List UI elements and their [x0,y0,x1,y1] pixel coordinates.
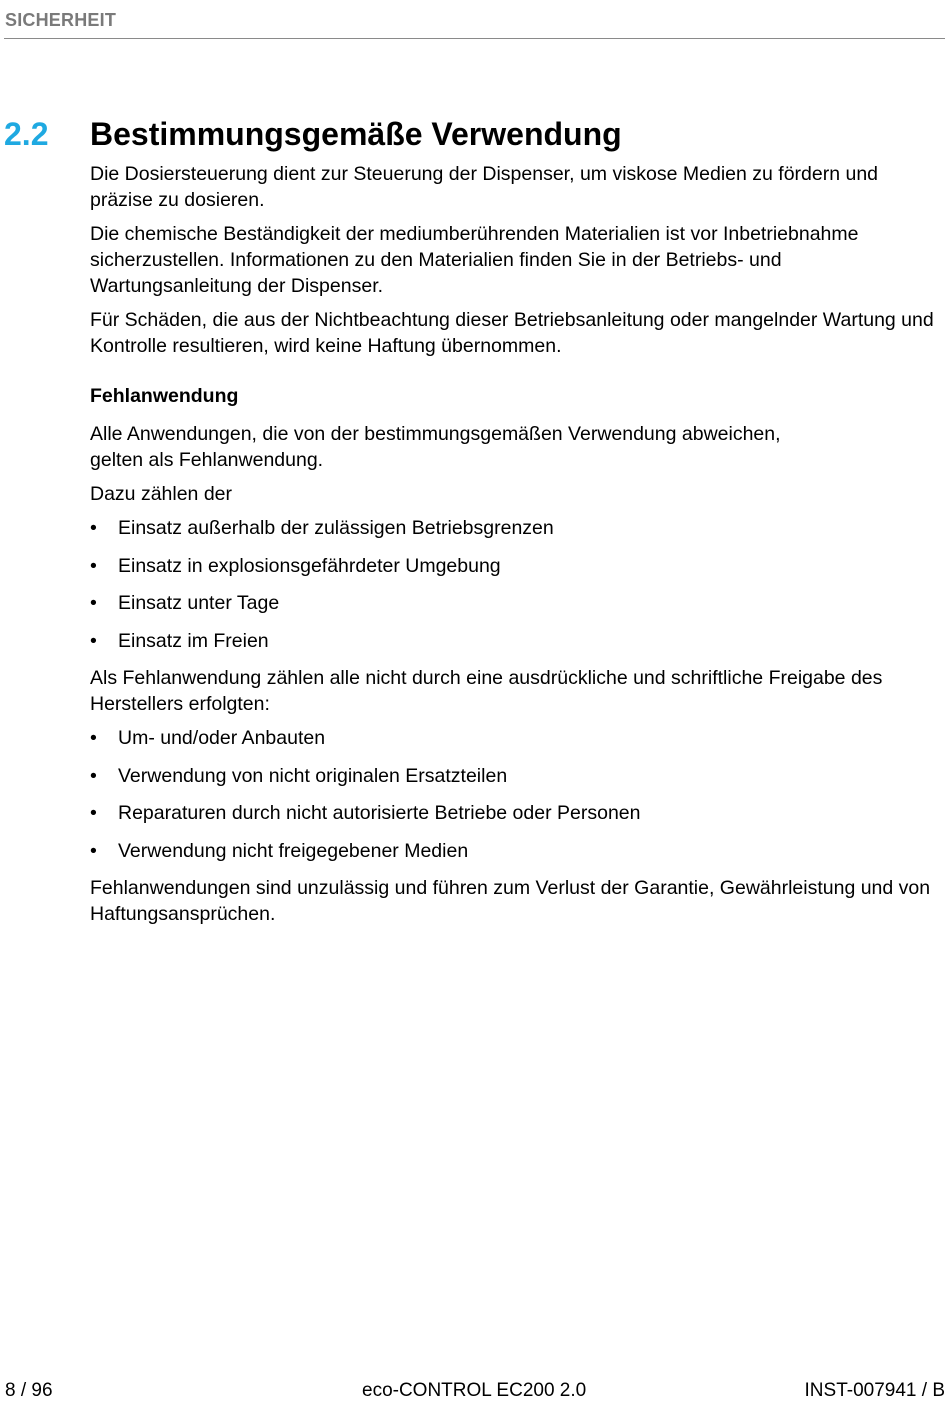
list-item [90,590,945,616]
list-item [90,628,945,654]
list-item [90,800,945,826]
list-item [90,553,945,579]
paragraph-resistance: Die chemische Beständigkeit der mediumberührenden Materialien ist vor Inbetriebnahme sicherzustellen. Informationen zu den Materialien finden Sie in der Betriebs- und Wartungsanleitung der Dispenser. [90,223,859,297]
paragraph-liability: Für Schäden, die aus der Nichtbeachtung dieser Betriebsanleitung oder mangelnder Wartung und Kontrolle resultieren, wird keine Haftung übernommen. [90,309,934,357]
list-intro: Dazu zählen der [90,483,233,505]
closing-paragraph: Fehlanwendungen sind unzulässig und führen zum Verlust der Garantie, Gewährleistung und von Haftungsansprüchen. [90,877,931,925]
page-footer [0,1380,950,1400]
document-id: INST-007941 / B [804,1380,945,1401]
bullet-icon: • [90,839,97,862]
list-item-text: Verwendung nicht freigegebener Medien [118,839,469,862]
bullet-icon: • [90,802,97,824]
product-name: eco-CONTROL EC200 2.0 [362,1380,587,1401]
misuse-intro-line1: Alle Anwendungen, die von der bestimmungsgemäßen Verwendung abweichen, [90,423,781,445]
running-header: SICHERHEIT [5,10,117,30]
section-title: Bestimmungsgemäße Verwendung [90,116,622,152]
list-item [90,763,945,789]
list-item-text: Einsatz im Freien [118,629,269,652]
misuse-list-operating [90,515,945,654]
misuse-list-modifications [90,725,945,864]
list-item [90,515,945,541]
list-item-text: Einsatz außerhalb der zulässigen Betriebsgrenzen [118,517,554,539]
bullet-icon: • [90,764,97,787]
bullet-icon: • [90,592,97,614]
bullet-icon: • [90,554,97,577]
paragraph-purpose: Die Dosiersteuerung dient zur Steuerung der Dispenser, um viskose Medien zu fördern und präzise zu dosieren. [90,163,879,211]
list-item [90,725,945,751]
list2-intro: Als Fehlanwendung zählen alle nicht durch eine ausdrückliche und schriftliche Freigabe des Herstellers erfolgten: [90,667,883,715]
list-item-text: Verwendung von nicht originalen Ersatzteilen [118,764,508,787]
section-body [90,161,945,935]
section-number: 2.2 [4,116,49,152]
bullet-icon: • [90,517,97,539]
page-number: 8 / 96 [5,1380,53,1401]
list-item-text: Einsatz unter Tage [118,592,280,614]
misuse-heading: Fehlanwendung [90,385,239,407]
misuse-intro [90,421,945,473]
bullet-icon: • [90,727,97,749]
list-item [90,838,945,864]
list-item-text: Einsatz in explosionsgefährdeter Umgebung [118,554,501,577]
header-divider [4,38,945,39]
bullet-icon: • [90,629,97,652]
list-item-text: Reparaturen durch nicht autorisierte Betriebe oder Personen [118,802,641,824]
misuse-intro-line2: gelten als Fehlanwendung. [90,449,324,471]
list-item-text: Um- und/oder Anbauten [118,727,326,749]
